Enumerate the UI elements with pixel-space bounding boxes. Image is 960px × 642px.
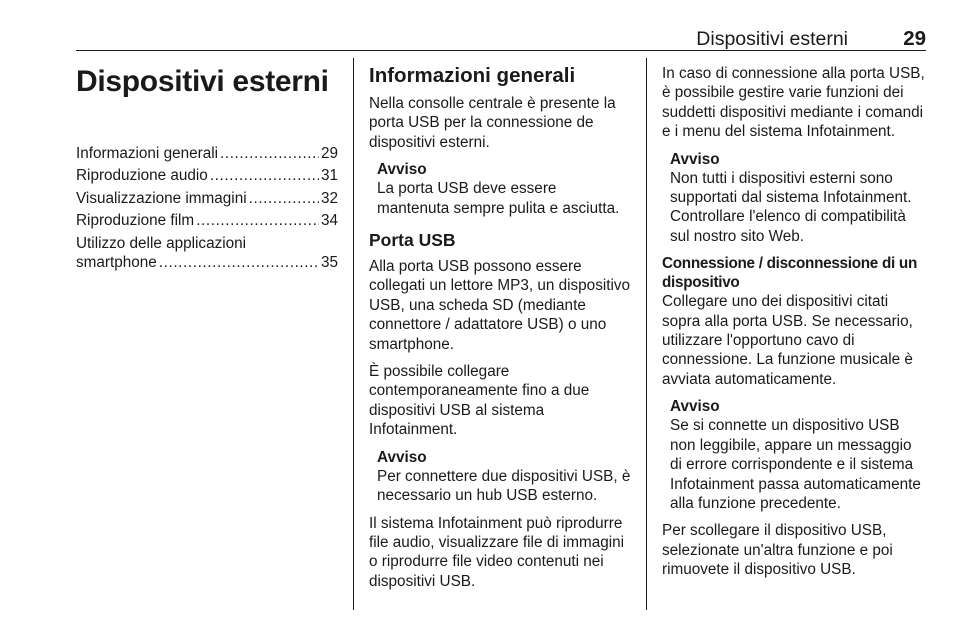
paragraph: Nella consolle centrale è presente la porta USB per la connessione de dispositivi esterni. (369, 95, 616, 151)
header-rule (76, 50, 926, 51)
paragraph: Collegare uno dei dispositivi citati sopra alla porta USB. Se necessario, utilizzare l'opportuno cavo di connessione. La funzione musicale è avviata automaticamente. (662, 293, 913, 388)
column-1 (76, 58, 338, 275)
note-title: Avviso (377, 161, 427, 179)
column-divider-1 (353, 58, 354, 610)
toc-entry-label-line2: smartphone (76, 254, 157, 272)
running-header-title: Dispositivi esterni (696, 28, 848, 50)
toc-entry-line2 (76, 253, 338, 272)
toc-leader-dots (249, 189, 319, 208)
toc-entry-label-line1: Utilizzo delle applicazioni (76, 234, 247, 252)
subsection-heading: Porta USB (369, 230, 456, 251)
paragraph: Per scollegare il dispositivo USB, selezionate un'altra funzione e poi rimuovete il dispositivo USB. (662, 522, 893, 579)
note-title: Avviso (670, 150, 720, 168)
toc-entry-page: 34 (320, 212, 338, 230)
table-of-contents (76, 144, 338, 272)
note-text: Se si connette un dispositivo USB non leggibile, appare un messaggio di errore corrispondente e il sistema Infotainment passa automaticamente alla funzione precedente. (670, 417, 921, 512)
toc-entry-riproduzione-film[interactable] (76, 211, 338, 230)
note-text: Non tutti i dispositivi esterni sono supportati dal sistema Infotainment. Controllare l'elenco di compatibilità sul nostro sito Web. (670, 169, 912, 245)
toc-entry-label: Informazioni generali (76, 145, 218, 162)
toc-entry-page: 32 (320, 189, 338, 207)
paragraph: Alla porta USB possono essere collegati un lettore MP3, un dispositivo USB, una scheda SD (mediante connettore / adattatore USB) o uno smartphone. (369, 258, 631, 353)
column-2 (369, 58, 631, 599)
note-box (377, 448, 631, 506)
toc-entry-visualizzazione-immagini[interactable] (76, 189, 338, 208)
note-box (670, 150, 926, 247)
toc-entry-page: 35 (320, 254, 338, 272)
toc-leader-dots (159, 253, 319, 272)
toc-entry-label: Visualizzazione immagini (76, 189, 247, 207)
column-3 (662, 58, 926, 588)
section-heading: Informazioni generali (369, 64, 576, 87)
toc-entry-page: 29 (320, 145, 338, 162)
toc-entry-riproduzione-audio[interactable] (76, 166, 338, 185)
toc-entry-page: 31 (320, 167, 338, 185)
toc-entry-informazioni-generali[interactable] (76, 144, 338, 163)
toc-entry-label: Riproduzione audio (76, 167, 208, 185)
toc-leader-dots (210, 166, 319, 185)
toc-entry-label: Riproduzione film (76, 212, 195, 230)
toc-entry-smartphone-apps[interactable] (76, 234, 338, 273)
toc-leader-dots (220, 144, 319, 163)
note-text: La porta USB deve essere mantenuta sempre pulita e asciutta. (377, 180, 620, 217)
note-box (377, 160, 631, 218)
note-box (670, 397, 926, 513)
paragraph: In caso di connessione alla porta USB, è possibile gestire varie funzioni dei suddetti dispositivi mediante i comandi e i menu del sistema Infotainment. (662, 65, 925, 141)
chapter-title: Dispositivi esterni (76, 65, 329, 98)
note-text: Per connettere due dispositivi USB, è necessario un hub USB esterno. (377, 467, 631, 505)
toc-leader-dots (196, 211, 319, 230)
paragraph: Il sistema Infotainment può riprodurre file audio, visualizzare file di immagini o riprodurre file video contenuti nei dispositivi USB. (369, 514, 625, 590)
note-title: Avviso (670, 398, 720, 416)
side-heading: Connessione / disconnessione di un dispositivo (662, 255, 917, 292)
column-divider-2 (646, 58, 647, 610)
paragraph: È possibile collegare contemporaneamente fino a due dispositivi USB al sistema Infotainment. (369, 363, 590, 439)
page-number: 29 (903, 27, 926, 50)
note-title: Avviso (377, 448, 427, 466)
